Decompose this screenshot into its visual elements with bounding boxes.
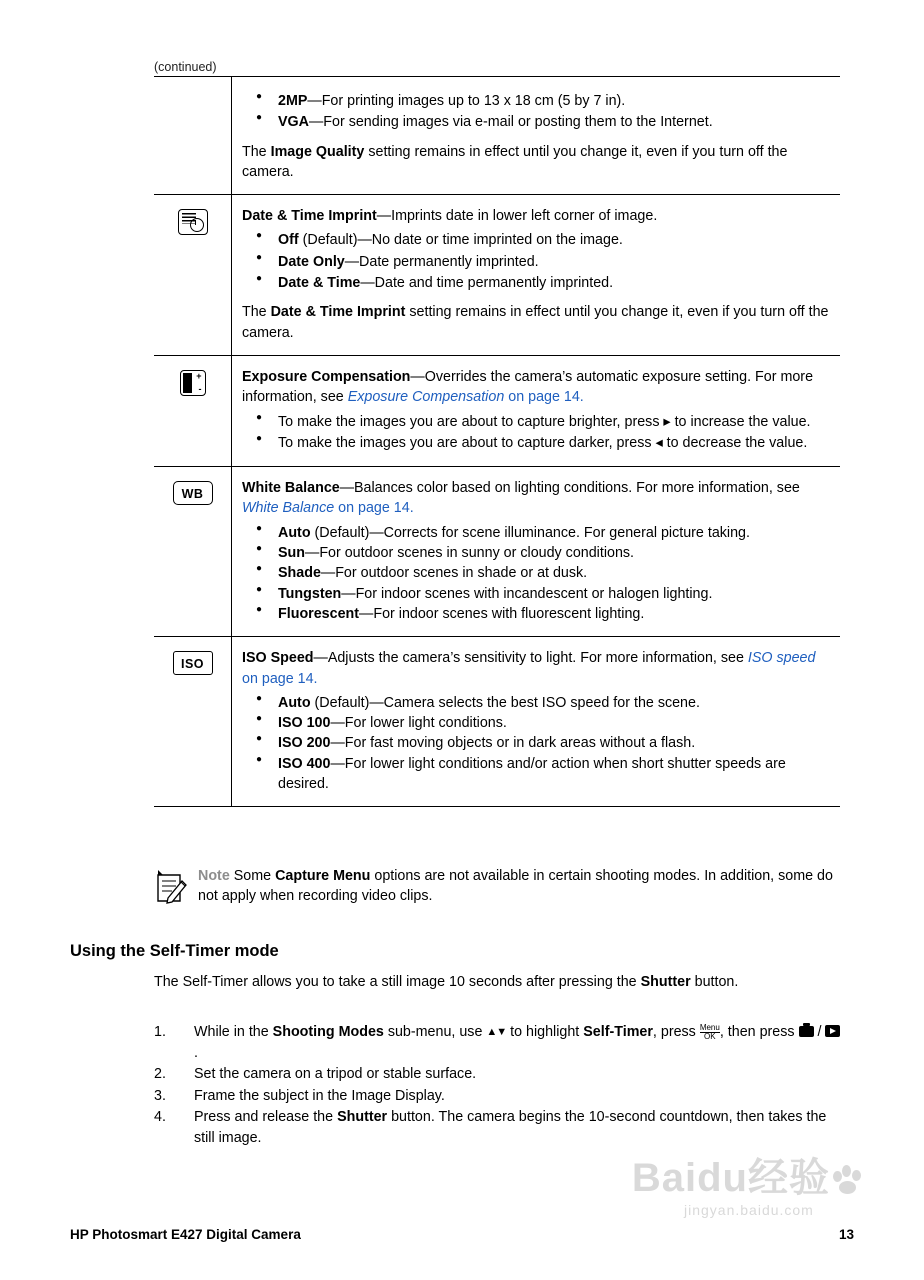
term: Off bbox=[278, 232, 299, 249]
term: ISO 400 bbox=[278, 755, 331, 772]
step-number: 3. bbox=[154, 1087, 166, 1104]
cross-reference-link[interactable]: White Balance bbox=[242, 500, 335, 517]
table-row bbox=[154, 355, 840, 466]
term: ISO 200 bbox=[278, 735, 331, 752]
list-item bbox=[242, 604, 834, 624]
list-item bbox=[242, 91, 834, 111]
term: Sun bbox=[278, 545, 306, 562]
term: ISO 100 bbox=[278, 715, 331, 732]
row-heading bbox=[242, 367, 834, 408]
page-number: 13 bbox=[838, 1227, 854, 1242]
list-item bbox=[242, 563, 834, 583]
list-item bbox=[242, 112, 834, 132]
cross-reference-tail: on page 14. bbox=[504, 389, 584, 406]
list-item bbox=[242, 523, 834, 543]
menu-ok-icon: Menu OK bbox=[699, 1022, 720, 1041]
intro-bold: Shutter bbox=[640, 974, 691, 990]
row-content bbox=[232, 356, 840, 466]
row-heading bbox=[242, 648, 834, 689]
paw-icon bbox=[832, 1165, 866, 1195]
icon-cell-empty bbox=[154, 77, 232, 194]
step-text: button. The camera begins the 10-second countdown, then takes the still image. bbox=[194, 1109, 827, 1146]
intro-pre: The Self-Timer allows you to take a still image 10 seconds after pressing the bbox=[154, 974, 641, 990]
step-text: , then press bbox=[719, 1024, 799, 1040]
list-item bbox=[242, 543, 834, 563]
list-item bbox=[242, 273, 834, 293]
footer-title: HP Photosmart E427 Digital Camera bbox=[70, 1227, 301, 1242]
trailing-post: setting remains in effect until you change it, even if you turn off the camera. bbox=[242, 143, 788, 180]
term-desc: —For lower light conditions. bbox=[330, 715, 507, 732]
iso-speed-icon: ISO bbox=[173, 651, 213, 675]
watermark bbox=[632, 1158, 866, 1218]
cross-reference-tail: on page 14. bbox=[334, 500, 414, 517]
term-desc: —For indoor scenes with fluorescent lighting. bbox=[359, 605, 645, 622]
icon-cell bbox=[154, 467, 232, 636]
term: Date Only bbox=[278, 253, 345, 270]
list-item bbox=[242, 433, 834, 453]
term-desc: (Default)—Corrects for scene illuminance. For general picture taking. bbox=[310, 524, 750, 541]
cross-reference-link[interactable]: Exposure Compensation bbox=[347, 389, 505, 406]
capture-menu-table bbox=[154, 76, 840, 807]
step-text: sub-menu, use bbox=[383, 1024, 487, 1040]
list-item bbox=[242, 412, 834, 432]
term: Date & Time bbox=[278, 275, 361, 292]
step-text: to highlight bbox=[506, 1024, 584, 1040]
term: Tungsten bbox=[278, 585, 342, 602]
step-bold: Self-Timer bbox=[583, 1024, 653, 1040]
table-row bbox=[154, 466, 840, 636]
row-heading bbox=[242, 206, 834, 226]
trailing-paragraph bbox=[242, 142, 834, 183]
step-number: 4. bbox=[154, 1109, 166, 1126]
term-desc: To make the images you are about to capture brighter, press ▸ to increase the value. bbox=[278, 413, 811, 430]
table-row bbox=[154, 636, 840, 807]
term-desc: —For lower light conditions and/or action when short shutter speeds are desired. bbox=[278, 755, 786, 793]
camera-mode-icon bbox=[799, 1026, 814, 1037]
section-intro bbox=[154, 972, 844, 993]
bullet-list bbox=[242, 91, 834, 133]
row-content bbox=[232, 195, 840, 355]
term: VGA bbox=[278, 114, 309, 131]
icon-cell bbox=[154, 637, 232, 806]
heading-desc: —Overrides the camera’s automatic exposure setting. For more information, see bbox=[242, 368, 814, 406]
step-text: While in the bbox=[194, 1024, 273, 1040]
bullet-list bbox=[242, 523, 834, 624]
term-desc: —For indoor scenes with incandescent or halogen lighting. bbox=[341, 585, 713, 602]
step-text: , press bbox=[652, 1024, 700, 1040]
term-desc: (Default)—Camera selects the best ISO speed for the scene. bbox=[310, 694, 700, 711]
exposure-compensation-icon: + - bbox=[180, 370, 206, 396]
icon-cell bbox=[154, 356, 232, 466]
trailing-post: setting remains in effect until you change it, even if you turn off the camera. bbox=[242, 304, 829, 341]
bullet-list bbox=[242, 230, 834, 293]
bullet-list bbox=[242, 693, 834, 794]
trailing-pre: The bbox=[242, 143, 271, 160]
term-desc: —Date and time permanently imprinted. bbox=[360, 275, 614, 292]
watermark-main: Baidu经验 bbox=[632, 1158, 866, 1198]
term-desc: —For outdoor scenes in shade or at dusk. bbox=[320, 565, 588, 582]
note-bold: Capture Menu bbox=[275, 868, 371, 884]
heading-desc: —Balances color based on lighting conditions. For more information, see bbox=[339, 480, 800, 497]
heading-term: Date & Time Imprint bbox=[242, 208, 377, 225]
list-item bbox=[242, 713, 834, 733]
term-desc: —Date permanently imprinted. bbox=[344, 253, 539, 270]
table-row bbox=[154, 76, 840, 194]
list-item bbox=[154, 1107, 844, 1148]
step-text: . bbox=[194, 1044, 198, 1061]
date-time-imprint-icon bbox=[178, 209, 208, 235]
list-item bbox=[242, 230, 834, 250]
trailing-paragraph bbox=[242, 302, 834, 343]
bullet-list bbox=[242, 412, 834, 454]
step-text: Press and release the bbox=[194, 1109, 338, 1126]
note-pre: Some bbox=[229, 868, 276, 884]
list-item bbox=[154, 1022, 844, 1063]
term: Shade bbox=[278, 565, 321, 582]
list-item bbox=[242, 733, 834, 753]
page-footer bbox=[70, 1227, 854, 1242]
list-item bbox=[242, 693, 834, 713]
up-down-arrows-icon: ▲▼ bbox=[486, 1026, 507, 1038]
step-bold: Shutter bbox=[337, 1109, 388, 1126]
list-item bbox=[154, 1086, 844, 1107]
watermark-cn: 经验 bbox=[748, 1156, 830, 1200]
heading-term: ISO Speed bbox=[242, 650, 314, 667]
note-block bbox=[154, 866, 844, 909]
list-item bbox=[242, 584, 834, 604]
step-bold: Shooting Modes bbox=[272, 1024, 384, 1040]
term: Fluorescent bbox=[278, 605, 360, 622]
step-text: / bbox=[813, 1024, 826, 1040]
notepad-icon bbox=[154, 868, 188, 904]
term-desc: —For sending images via e-mail or posting them to the Internet. bbox=[308, 114, 713, 131]
note-icon bbox=[154, 866, 198, 909]
term-desc: (Default)—No date or time imprinted on the image. bbox=[298, 232, 623, 249]
icon-cell bbox=[154, 195, 232, 355]
note-post: options are not available in certain shooting modes. In addition, some do not apply when recording video clips. bbox=[198, 868, 833, 905]
row-content bbox=[232, 467, 840, 636]
term-desc: —For outdoor scenes in sunny or cloudy conditions. bbox=[305, 545, 635, 562]
step-text: Set the camera on a tripod or stable surface. bbox=[194, 1066, 477, 1083]
step-number: 2. bbox=[154, 1066, 166, 1083]
term: 2MP bbox=[278, 93, 308, 109]
term: Auto bbox=[278, 694, 311, 711]
watermark-sub: jingyan.baidu.com bbox=[684, 1202, 814, 1218]
cross-reference-tail: on page 14. bbox=[242, 670, 318, 687]
cross-reference-link[interactable]: ISO speed bbox=[747, 650, 816, 667]
list-item bbox=[242, 754, 834, 795]
trailing-pre: The bbox=[242, 304, 271, 321]
note-label: Note bbox=[198, 868, 230, 884]
section-heading: Using the Self-Timer mode bbox=[70, 942, 279, 960]
intro-post: button. bbox=[690, 974, 739, 990]
white-balance-icon: WB bbox=[173, 481, 213, 505]
continued-label: (continued) bbox=[154, 60, 217, 74]
list-item bbox=[154, 1064, 844, 1085]
heading-term: Exposure Compensation bbox=[242, 368, 411, 385]
trailing-bold: Date & Time Imprint bbox=[270, 304, 406, 321]
steps-list bbox=[154, 1022, 844, 1149]
term-desc: To make the images you are about to capture darker, press ◂ to decrease the value. bbox=[278, 434, 808, 451]
term-desc: —For fast moving objects or in dark areas without a flash. bbox=[330, 735, 696, 752]
row-content bbox=[232, 637, 840, 806]
heading-term: White Balance bbox=[242, 480, 340, 497]
row-content bbox=[232, 77, 840, 194]
heading-desc: —Imprints date in lower left corner of image. bbox=[376, 208, 658, 225]
step-number: 1. bbox=[154, 1024, 166, 1040]
term-desc: —For printing images up to 13 x 18 cm (5 by 7 in). bbox=[307, 93, 626, 109]
term: Auto bbox=[278, 524, 311, 541]
trailing-bold: Image Quality bbox=[270, 143, 365, 160]
list-item bbox=[242, 252, 834, 272]
heading-desc: —Adjusts the camera’s sensitivity to light. For more information, see bbox=[313, 650, 748, 667]
table-row bbox=[154, 194, 840, 355]
playback-mode-icon bbox=[825, 1025, 840, 1037]
step-text: Frame the subject in the Image Display. bbox=[194, 1087, 445, 1104]
note-text bbox=[198, 866, 844, 909]
row-heading bbox=[242, 478, 834, 519]
